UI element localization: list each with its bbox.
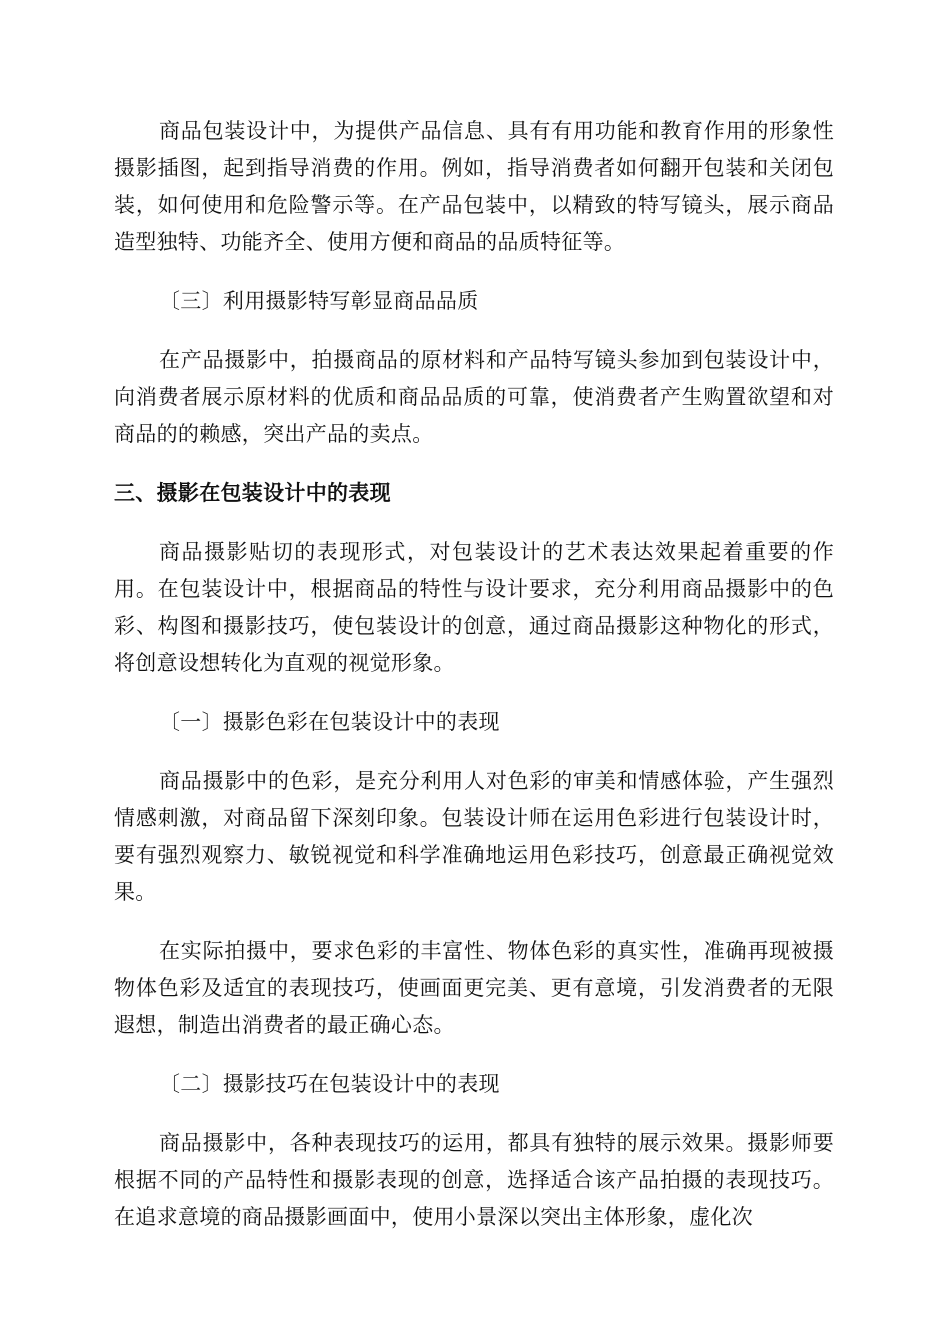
subheading-closeup-quality: 〔三〕利用摄影特写彰显商品品质 xyxy=(159,289,479,313)
paragraph-closeup-materials: 在产品摄影中，拍摄商品的原材料和产品特写镜头参加到包装设计中，向消费者展示原材料的优质和商品品质的可靠，使消费者产生购置欲望和对商品的的赖感，突出产品的卖点。 xyxy=(114,348,834,446)
paragraph-color-shooting: 在实际拍摄中，要求色彩的丰富性、物体色彩的真实性，准确再现被摄物体色彩及适宜的表现技巧，使画面更完美、更有意境，引发消费者的无限遐想，制造出消费者的最正确心态。 xyxy=(114,939,834,1037)
paragraph-color-emotion: 商品摄影中的色彩，是充分利用人对色彩的审美和情感体验，产生强烈情感刺激，对商品留下深刻印象。包装设计师在运用色彩进行包装设计时，要有强烈观察力、敏锐视觉和科学准确地运用色彩技巧，创意最正确视觉效果。 xyxy=(114,769,834,904)
subheading-color: 〔一〕摄影色彩在包装设计中的表现 xyxy=(159,710,500,734)
subheading-technique: 〔二〕摄影技巧在包装设计中的表现 xyxy=(159,1072,500,1096)
document-body xyxy=(114,113,834,1258)
paragraph-expression-forms: 商品摄影贴切的表现形式，对包装设计的艺术表达效果起着重要的作用。在包装设计中，根据商品的特性与设计要求，充分利用商品摄影中的色彩、构图和摄影技巧，使包装设计的创意，通过商品摄影这种物化的形式，将创意设想转化为直观的视觉形象。 xyxy=(114,540,834,675)
section-heading-photography-in-packaging: 三、摄影在包装设计中的表现 xyxy=(114,481,391,505)
paragraph-technique: 商品摄影中，各种表现技巧的运用，都具有独特的展示效果。摄影师要根据不同的产品特性和摄影表现的创意，选择适合该产品拍摄的表现技巧。在追求意境的商品摄影画面中，使用小景深以突出主体形象，虚化次 xyxy=(114,1131,834,1229)
paragraph-packaging-illustration: 商品包装设计中，为提供产品信息、具有有用功能和教育作用的形象性摄影插图，起到指导消费的作用。例如，指导消费者如何翻开包装和关闭包装，如何使用和危险警示等。在产品包装中，以精致的特写镜头，展示商品造型独特、功能齐全、使用方便和商品的品质特征等。 xyxy=(114,119,834,254)
